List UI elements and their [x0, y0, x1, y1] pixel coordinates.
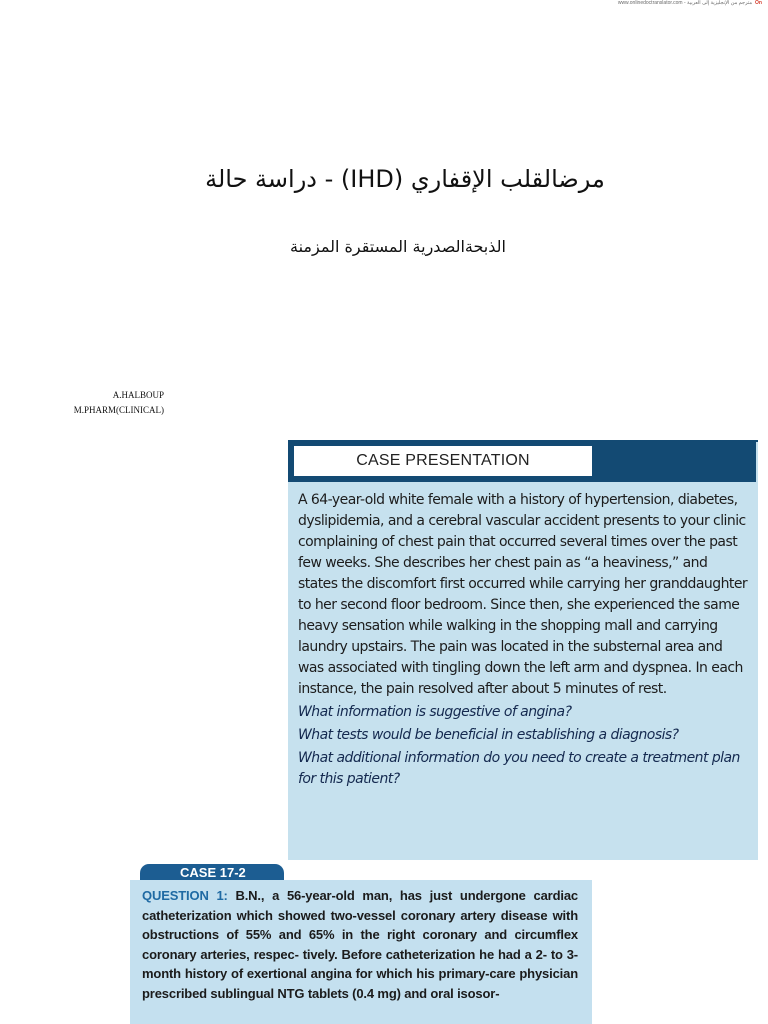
page-title: مرضالقلب الإقفاري (IHD) - دراسة حالة — [205, 165, 605, 193]
case-question: What tests would be beneficial in establishing a diagnosis? — [298, 727, 679, 743]
case-question: What additional information do you need to create a treatment plan for this patient? — [298, 750, 740, 787]
case-question: What information is suggestive of angina? — [298, 704, 572, 720]
question-text: B.N., a 56-year-old man, has just undergone cardiac catheterization which showed two-vessel coronary artery disease with obstructions of 55% and 65% in the right coronary and circumflex coronary arteries, respec- tively. Before catheterization he had a 2- to 3-month history of exertional angina for which his primary-care physician prescribed sublingual NTG tablets (0.4 mg) and oral isosor- — [142, 888, 578, 1001]
case-17-2-box — [130, 880, 592, 1024]
case-presentation-panel — [288, 440, 758, 860]
case-presentation-header-bar — [288, 442, 756, 482]
case-presentation-header: CASE PRESENTATION — [294, 446, 592, 476]
case-17-2-text — [142, 886, 578, 1003]
watermark-text: www.onlinedoctranslator.com - مترجم من الإنجليزية إلى العربية — [617, 0, 753, 6]
author-name: A.HALBOUP — [112, 390, 164, 400]
watermark[interactable] — [618, 0, 762, 6]
author-degree: M.PHARM(CLINICAL) — [73, 405, 164, 415]
case-17-2-label: CASE 17-2 — [180, 865, 246, 880]
page-subtitle: الذبحةالصدرية المستقرة المزمنة — [290, 237, 506, 256]
question-label: QUESTION 1: — [142, 888, 228, 903]
case-description: A 64-year-old white female with a history of hypertension, diabetes, dyslipidemia, and a cerebral vascular accident presents to your clinic complaining of chest pain that occurred several times over the past few weeks. She describes her chest pain as “a heaviness,” and states the discomfort first occurred while carrying her granddaughter to her second floor bedroom. Since then, she experienced the same heavy sensation while walking in the shopping mall and carrying laundry upstairs. The pain was located in the substernal area and was associated with tingling down the left arm and dyspnea. In each instance, the pain resolved after about 5 minutes of rest. — [298, 492, 748, 697]
case-presentation-body — [298, 490, 750, 790]
watermark-brand: On — [755, 0, 762, 6]
